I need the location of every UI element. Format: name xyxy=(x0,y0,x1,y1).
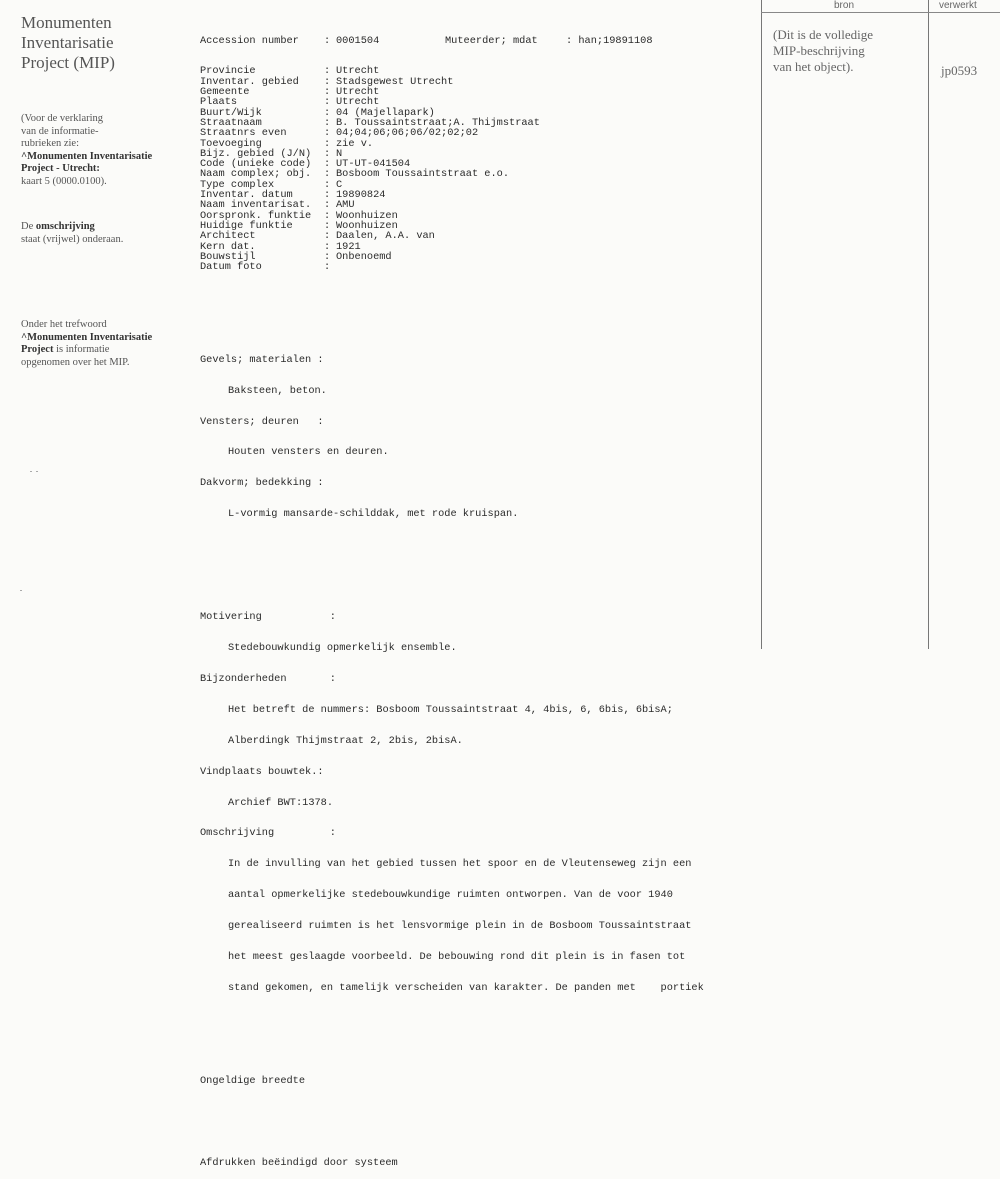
field-value: 0001504 xyxy=(336,34,380,47)
section-label: Motivering xyxy=(200,611,262,624)
bron-line: (Dit is de volledige xyxy=(773,27,874,42)
muteerder-value: : han;19891108 xyxy=(566,34,653,47)
field-value: N xyxy=(336,147,343,160)
field-label: Bouwstijl xyxy=(200,250,256,263)
field-value: B. Toussaintstraat;A. Thijmstraat xyxy=(336,116,540,129)
field-separator: : xyxy=(324,250,331,263)
field-separator: : xyxy=(324,158,331,171)
field-label: Gemeente xyxy=(200,86,250,99)
section-value: gerealiseerd ruimten is het lensvormige plein in de Bosboom Toussaintstraat xyxy=(228,920,692,933)
field-separator: : xyxy=(324,219,331,232)
scan-speck xyxy=(20,590,22,591)
scan-speck xyxy=(30,471,32,472)
field-row xyxy=(200,97,704,107)
field-value: 04 (Majellapark) xyxy=(336,106,435,119)
field-label: Accession number xyxy=(200,34,299,47)
field-separator: : xyxy=(324,75,331,88)
verwerkt-header: verwerkt xyxy=(939,0,977,11)
section-label: Gevels; materialen xyxy=(200,353,312,366)
field-label: Naam complex; obj. xyxy=(200,168,312,181)
field-separator: : xyxy=(324,116,331,129)
field-label: Kern dat. xyxy=(200,240,256,253)
field-row xyxy=(200,231,704,241)
section-value: aantal opmerkelijke stedebouwkundige ruimten ontworpen. Van de voor 1940 xyxy=(228,889,673,902)
field-value: Utrecht xyxy=(336,65,380,78)
column-divider xyxy=(761,0,762,649)
bron-text xyxy=(773,27,873,75)
field-separator: : xyxy=(324,96,331,109)
mip-record xyxy=(200,15,704,1179)
section-value: Stedebouwkundig opmerkelijk ensemble. xyxy=(228,642,457,655)
field-separator: : xyxy=(324,127,331,140)
title-line: Project (MIP) xyxy=(21,53,115,72)
section-label: Vensters; deuren xyxy=(200,415,299,428)
section-label: Dakvorm; bedekking xyxy=(200,477,312,490)
section-value: het meest geslaagde voorbeeld. De bebouwing rond dit plein is in fasen tot xyxy=(228,951,686,964)
muteerder-label: Muteerder; mdat xyxy=(445,34,538,47)
section-value: stand gekomen, en tamelijk verscheiden van karakter. De panden met portiek xyxy=(228,981,704,994)
field-row xyxy=(200,77,704,87)
field-value: Utrecht xyxy=(336,96,380,109)
note-bold: ^Monumenten Inventarisatie xyxy=(21,331,153,343)
title-line: Monumenten xyxy=(21,13,112,32)
field-separator: : xyxy=(324,209,331,222)
field-separator: : xyxy=(324,86,331,99)
field-separator: : xyxy=(324,137,331,150)
note-bold: ^Monumenten Inventarisatie xyxy=(21,150,153,162)
field-label: Provincie xyxy=(200,65,256,78)
column-divider xyxy=(928,0,929,649)
field-label: Oorspronk. funktie xyxy=(200,209,312,222)
field-label: Datum foto xyxy=(200,261,262,274)
field-value: Woonhuizen xyxy=(336,209,398,222)
section-value: L-vormig mansarde-schilddak, met rode kruispan. xyxy=(228,508,519,521)
field-label: Type complex xyxy=(200,178,275,191)
header-rule xyxy=(761,12,1000,13)
section-motivering: Motivering : Stedebouwkundig opmerkelijk ensemble. Bijzonderheden : Het betreft de nummers: Bosboom Toussaintstraat 4, 4bis, 6, 6bis, 6bisA; Alberdingk Thijmstraat 2, 2bis, 2bisA. Vindplaats bouwtek.: Archief BWT:1378. Omschrijving : In de invulling van het gebied tussen het spoor en de Vleutenseweg zijn een aantal opmerkelijke stedebouwkundige ruimten ontworpen. Van de voor 1940 gerealiseerd ruimten is het lensvormige plein in de Bosboom Toussaintstraat het meest geslaagde voorbeeld. De bebouwing rond dit plein is in fasen tot stand gekomen, en tamelijk verscheiden van karakter. De panden met portiek xyxy=(200,611,704,994)
field-value: 04;04;06;06;06/02;02;02 xyxy=(336,127,479,140)
section-label: Omschrijving xyxy=(200,827,275,840)
note-line: staat (vrijwel) onderaan. xyxy=(21,233,124,245)
section-value: Archief BWT:1378. xyxy=(228,796,334,809)
field-label: Inventar. datum xyxy=(200,189,293,202)
field-row xyxy=(200,242,704,252)
print-ended-message: Afdrukken beëindigd door systeem xyxy=(200,1156,398,1169)
verwerkt-value: jp0593 xyxy=(941,63,978,78)
field-separator: : xyxy=(324,106,331,119)
note-line: kaart 5 (0000.0100). xyxy=(21,175,107,187)
field-row xyxy=(200,128,704,138)
description-note xyxy=(21,221,123,246)
field-separator: : xyxy=(324,240,331,253)
section-value: Alberdingk Thijmstraat 2, 2bis, 2bisA. xyxy=(228,734,463,747)
field-label: Bijz. gebied (J/N) xyxy=(200,147,312,160)
field-separator: : xyxy=(324,65,331,78)
section-value: Het betreft de nummers: Bosboom Toussaintstraat 4, 4bis, 6, 6bis, 6bisA; xyxy=(228,703,673,716)
field-value: AMU xyxy=(336,199,355,212)
field-label: Code (unieke code) xyxy=(200,158,312,171)
field-value: Onbenoemd xyxy=(336,250,392,263)
field-value: C xyxy=(336,178,343,191)
field-label: Buurt/Wijk xyxy=(200,106,262,119)
field-separator: : xyxy=(324,199,331,212)
field-value: 1921 xyxy=(336,240,361,253)
section-value: In de invulling van het gebied tussen het spoor en de Vleutenseweg zijn een xyxy=(228,858,692,871)
accession-row: Accession number : 0001504 Muteerder; mdat : han;19891108 xyxy=(200,34,653,47)
field-value: 19890824 xyxy=(336,189,386,202)
field-value: zie v. xyxy=(336,137,374,150)
field-label: Plaats xyxy=(200,96,238,109)
field-row xyxy=(200,169,704,179)
field-separator: : xyxy=(324,261,331,274)
note-line: rubrieken zie: xyxy=(21,138,80,150)
field-separator: : xyxy=(324,147,331,160)
section-label: Vindplaats bouwtek. xyxy=(200,765,318,778)
note-bold: Project xyxy=(21,344,54,356)
note-text: De xyxy=(21,221,36,232)
field-label: Straatnrs even xyxy=(200,127,287,140)
note-text: is informatie xyxy=(53,344,110,356)
note-line: Onder het trefwoord xyxy=(21,319,107,330)
field-separator: : xyxy=(324,230,331,243)
field-label: Architect xyxy=(200,230,256,243)
field-label: Inventar. gebied xyxy=(200,75,299,88)
field-label: Toevoeging xyxy=(200,137,262,150)
field-label: Huidige funktie xyxy=(200,219,293,232)
field-value: Utrecht xyxy=(336,86,380,99)
field-value: Bosboom Toussaintstraat e.o. xyxy=(336,168,510,181)
field-label: Naam inventarisat. xyxy=(200,199,312,212)
note-bold: Project - Utrecht: xyxy=(21,163,100,175)
mip-title xyxy=(21,13,115,73)
bron-line: MIP-beschrijving xyxy=(773,43,865,58)
note-line: (Voor de verklaring xyxy=(21,113,104,124)
legend-note xyxy=(21,113,152,189)
field-value: UT-UT-041504 xyxy=(336,158,411,171)
bron-header: bron xyxy=(834,0,855,11)
scan-speck xyxy=(36,471,38,472)
section-value: Houten vensters en deuren. xyxy=(228,446,389,459)
invalid-width-message: Ongeldige breedte xyxy=(200,1074,306,1087)
field-value: Stadsgewest Utrecht xyxy=(336,75,454,88)
note-line: opgenomen over het MIP. xyxy=(21,356,130,368)
field-value: Daalen, A.A. van xyxy=(336,230,435,243)
title-line: Inventarisatie xyxy=(21,33,114,52)
field-row xyxy=(200,252,704,262)
field-list xyxy=(200,66,704,272)
field-row xyxy=(200,262,704,272)
field-separator: : xyxy=(324,189,331,202)
keyword-note xyxy=(21,319,152,369)
section-value: Baksteen, beton. xyxy=(228,384,327,397)
note-bold: omschrijving xyxy=(35,221,95,232)
field-separator: : xyxy=(324,168,331,181)
field-separator: : xyxy=(324,178,331,191)
field-value: Woonhuizen xyxy=(336,219,398,232)
field-label: Straatnaam xyxy=(200,116,262,129)
field-row xyxy=(200,87,704,97)
note-line: van de informatie- xyxy=(21,125,99,137)
field-row xyxy=(200,221,704,231)
section-gevels: Gevels; materialen : Baksteen, beton. Vensters; deuren : Houten vensters en deuren. Dakvorm; bedekking : L-vormig mansarde-schilddak, met rode kruispan. xyxy=(200,334,704,540)
bron-line: van het object). xyxy=(773,59,854,74)
section-label: Bijzonderheden xyxy=(200,673,287,685)
